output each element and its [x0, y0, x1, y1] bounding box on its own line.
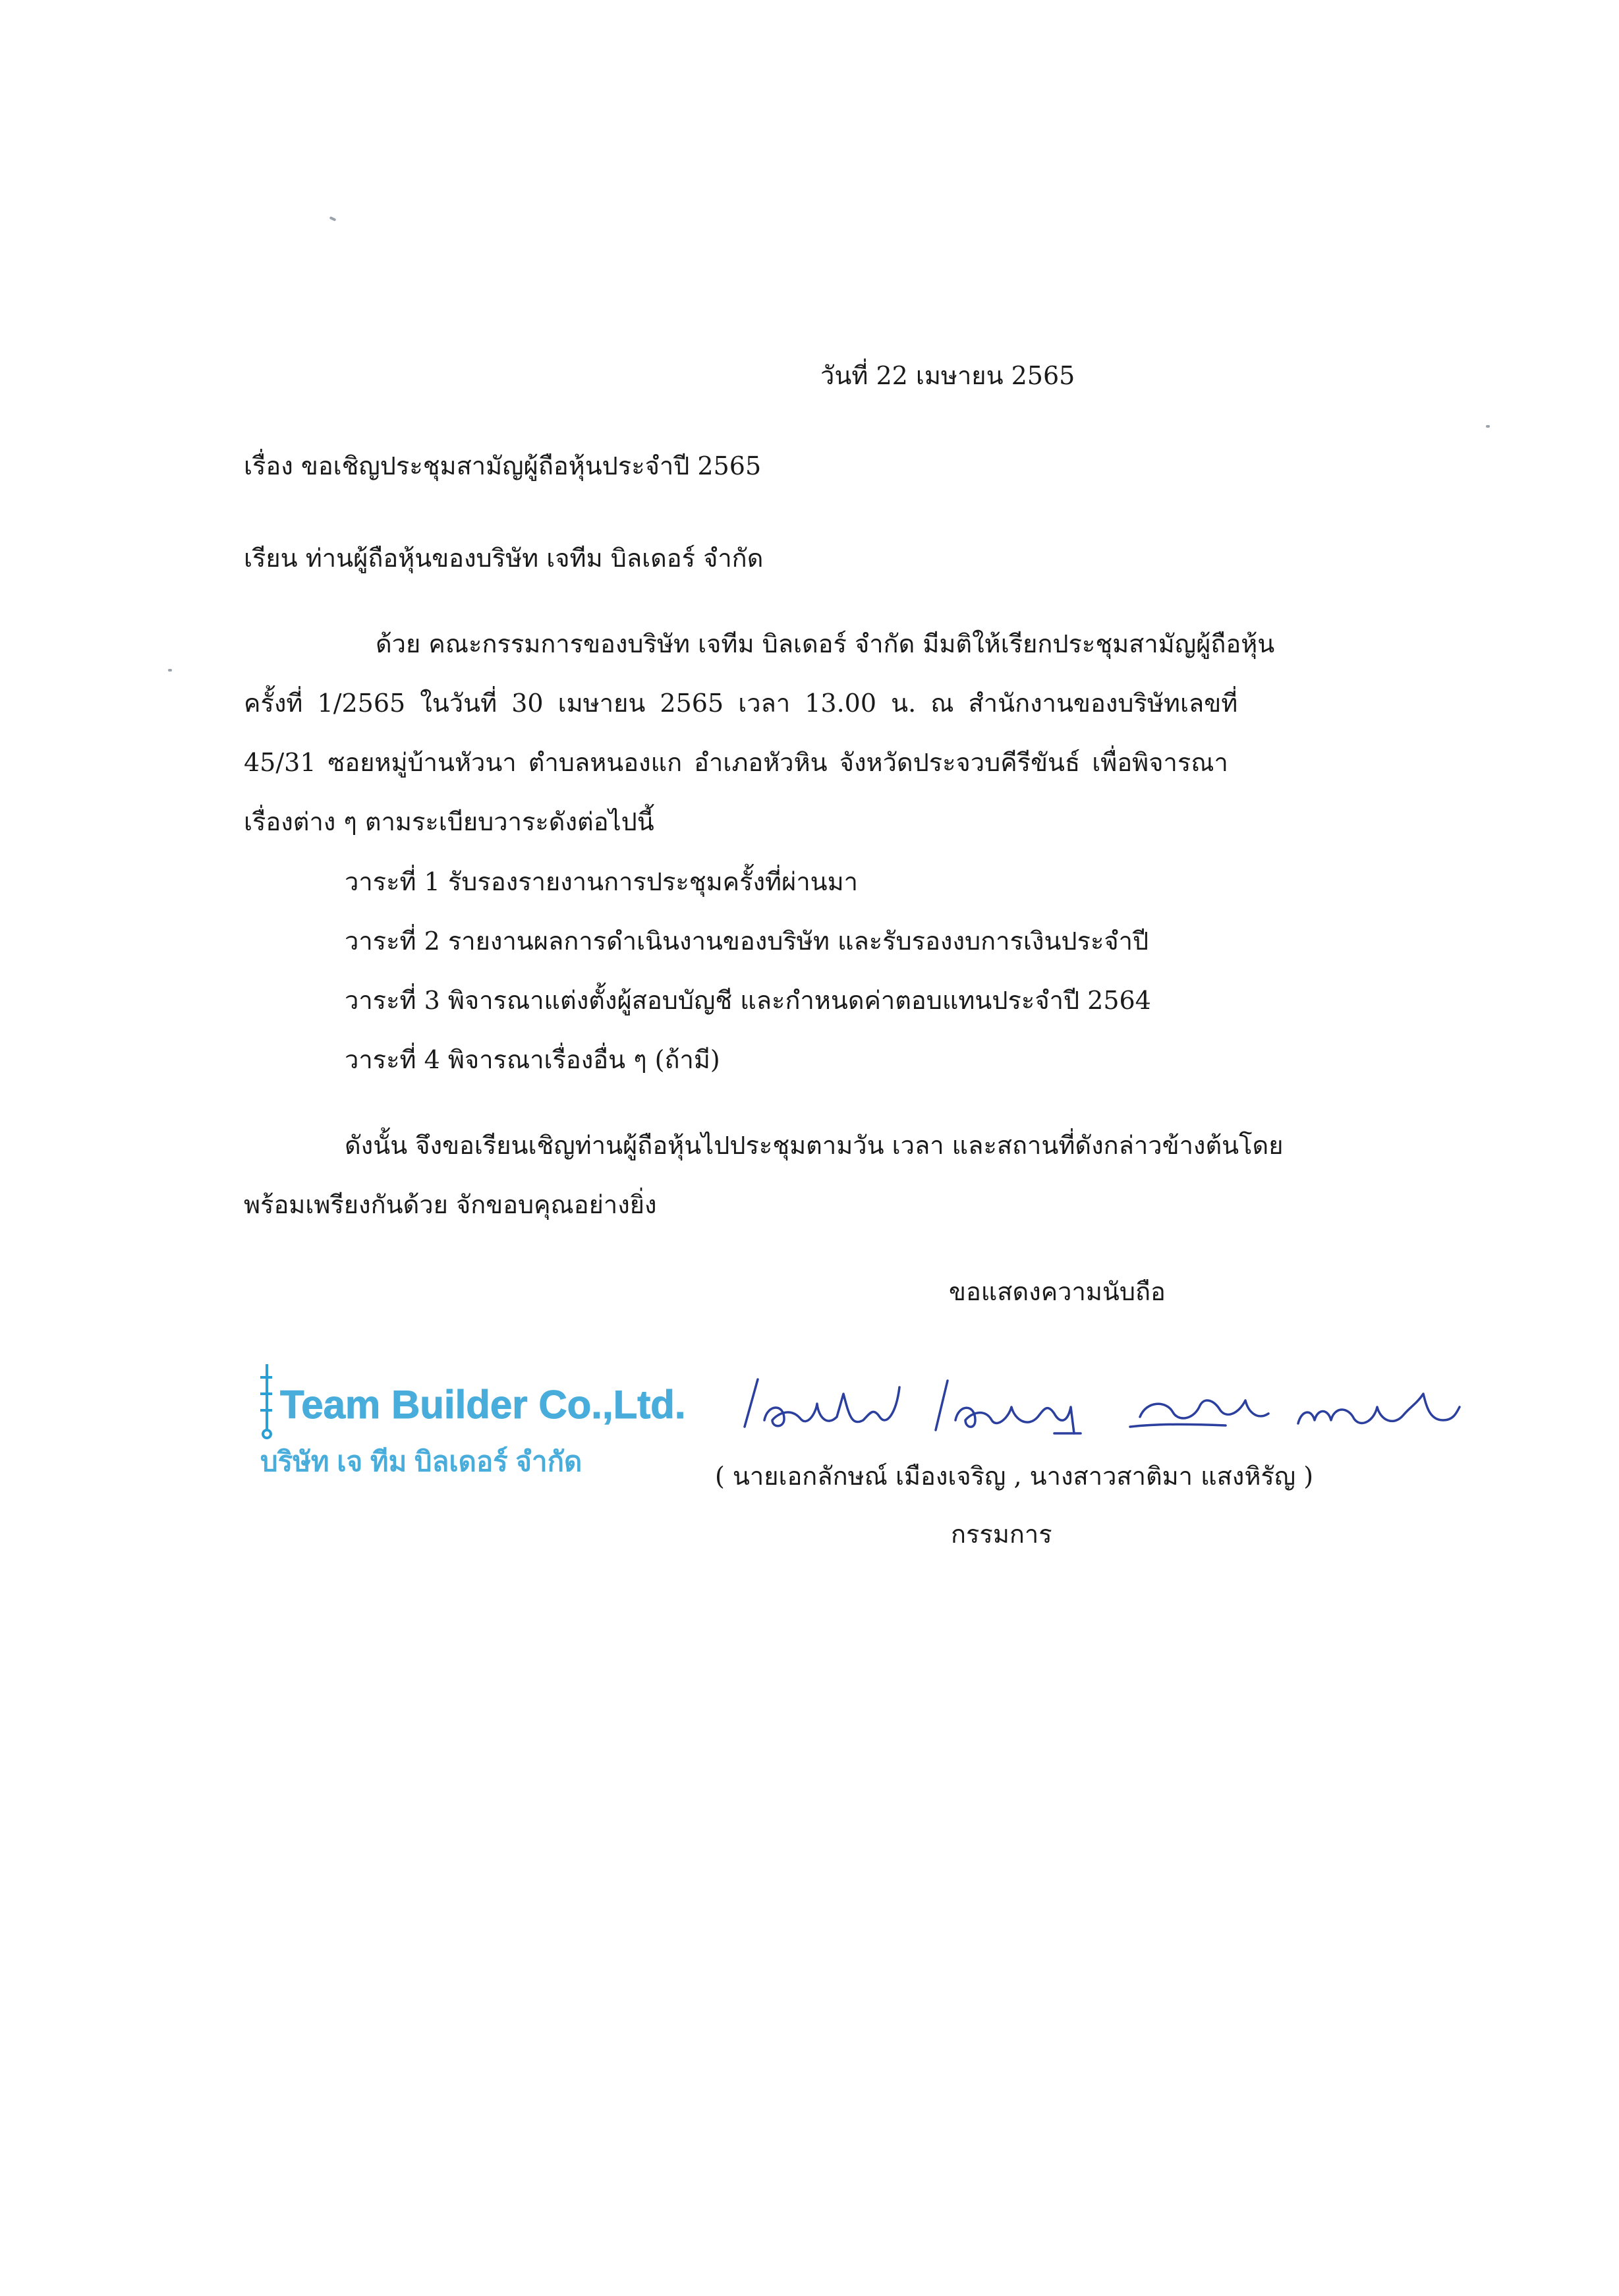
- stamp-icon: [260, 1364, 272, 1438]
- signature-text: เอกลักษณ์ เมืองเจริญ สาติมา แสงหิรัญ: [738, 1367, 749, 1368]
- stamp-company-name-en: Team Builder Co.,Ltd.: [280, 1383, 686, 1427]
- scan-speck: [168, 669, 172, 672]
- signer-title: กรรมการ: [951, 1520, 1052, 1549]
- regards-line: ขอแสดงความนับถือ: [949, 1277, 1166, 1306]
- body-paragraph-line: เรื่องต่าง ๆ ตามระเบียบวาระดังต่อไปนี้: [244, 807, 654, 836]
- letter-subject: เรื่อง ขอเชิญประชุมสามัญผู้ถือหุ้นประจำปี 2565: [244, 451, 762, 480]
- scan-speck: [1486, 425, 1490, 428]
- agenda-item: วาระที่ 4 พิจารณาเรื่องอื่น ๆ (ถ้ามี): [345, 1045, 720, 1074]
- closing-paragraph-line: ดังนั้น จึงขอเรียนเชิญท่านผู้ถือหุ้นไปประชุมตามวัน เวลา และสถานที่ดังกล่าวข้างต้นโดย: [345, 1131, 1284, 1160]
- closing-paragraph-line: พร้อมเพรียงกันด้วย จักขอบคุณอย่างยิ่ง: [244, 1190, 657, 1219]
- handwritten-signature: [738, 1367, 1463, 1440]
- scan-speck: [329, 216, 337, 221]
- company-stamp: [254, 1358, 686, 1483]
- body-paragraph-line: ด้วย คณะกรรมการของบริษัท เจทีม บิลเดอร์ จำกัด มีมติให้เรียกประชุมสามัญผู้ถือหุ้น: [376, 629, 1275, 658]
- letter-salutation: เรียน ท่านผู้ถือหุ้นของบริษัท เจทีม บิลเดอร์ จำกัด: [244, 544, 764, 573]
- stamp-company-name-th: บริษัท เจ ทีม บิลเดอร์ จำกัด: [260, 1446, 582, 1477]
- agenda-item: วาระที่ 3 พิจารณาแต่งตั้งผู้สอบบัญชี และกำหนดค่าตอบแทนประจำปี 2564: [345, 986, 1151, 1015]
- agenda-item: วาระที่ 1 รับรองรายงานการประชุมครั้งที่ผ่านมา: [345, 867, 859, 896]
- agenda-item: วาระที่ 2 รายงานผลการดำเนินงานของบริษัท และรับรองงบการเงินประจำปี: [345, 927, 1149, 956]
- signer-names: ( นายเอกลักษณ์ เมืองเจริญ , นางสาวสาติมา แสงหิรัญ ): [715, 1462, 1314, 1491]
- body-paragraph-line: 45/31 ซอยหมู่บ้านหัวนา ตำบลหนองแก อำเภอหัวหิน จังหวัดประจวบคีรีขันธ์ เพื่อพิจารณา: [244, 748, 1228, 777]
- letter-date: วันที่ 22 เมษายน 2565: [820, 361, 1075, 390]
- body-paragraph-line: ครั้งที่ 1/2565 ในวันที่ 30 เมษายน 2565 เวลา 13.00 น. ณ สำนักงานของบริษัทเลขที่: [244, 689, 1238, 718]
